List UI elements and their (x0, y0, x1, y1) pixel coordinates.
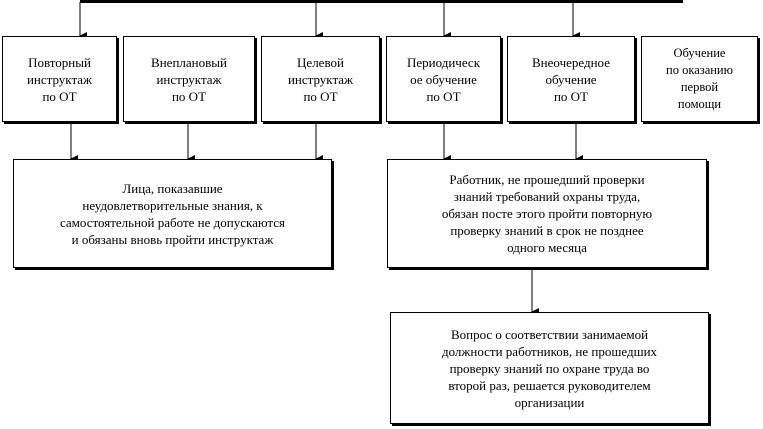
box-periodicheskoe-obuchenie (386, 36, 501, 122)
box-vneocherednoe-label: Внеочередное обучение по ОТ (532, 54, 610, 104)
box-povtorny-label: Повторный инструктаж по ОТ (26, 54, 93, 104)
box-tselevoy-instruktazh (261, 36, 380, 122)
box-tselevoy-label: Целевой инструктаж по ОТ (287, 54, 354, 104)
box-periodicheskoe-label: Периодическ ое обучение по ОТ (406, 54, 481, 104)
result-right-text: Работник, не прошедший проверки знаний требований охраны труда, обязан посте этого пройти повторную проверку знаний в срок не позднее одного месяца (441, 172, 653, 255)
box-povtorny-instruktazh (2, 36, 117, 122)
box-result-final (390, 312, 709, 424)
box-pervaya-pomosh (641, 36, 758, 122)
box-vneocherednoe-obuchenie (507, 36, 635, 122)
box-result-left (13, 159, 332, 268)
box-pervaya-pomosh-label: Обучение по оказанию первой помощи (666, 46, 733, 111)
result-final-text: Вопрос о соответствии занимаемой должности работников, не прошедших проверку знаний по охране труда во второй раз, решается руководителем организации (441, 326, 658, 410)
result-left-text: Лица, показавшие неудовлетворительные знания, к самостоятельной работе не допускаются и обязаны вновь пройти инструктаж (59, 180, 286, 247)
box-vneplanovy-instruktazh (123, 36, 255, 122)
box-vneplanovy-label: Внеплановый инструктаж по ОТ (151, 54, 227, 104)
box-result-right (387, 159, 707, 268)
